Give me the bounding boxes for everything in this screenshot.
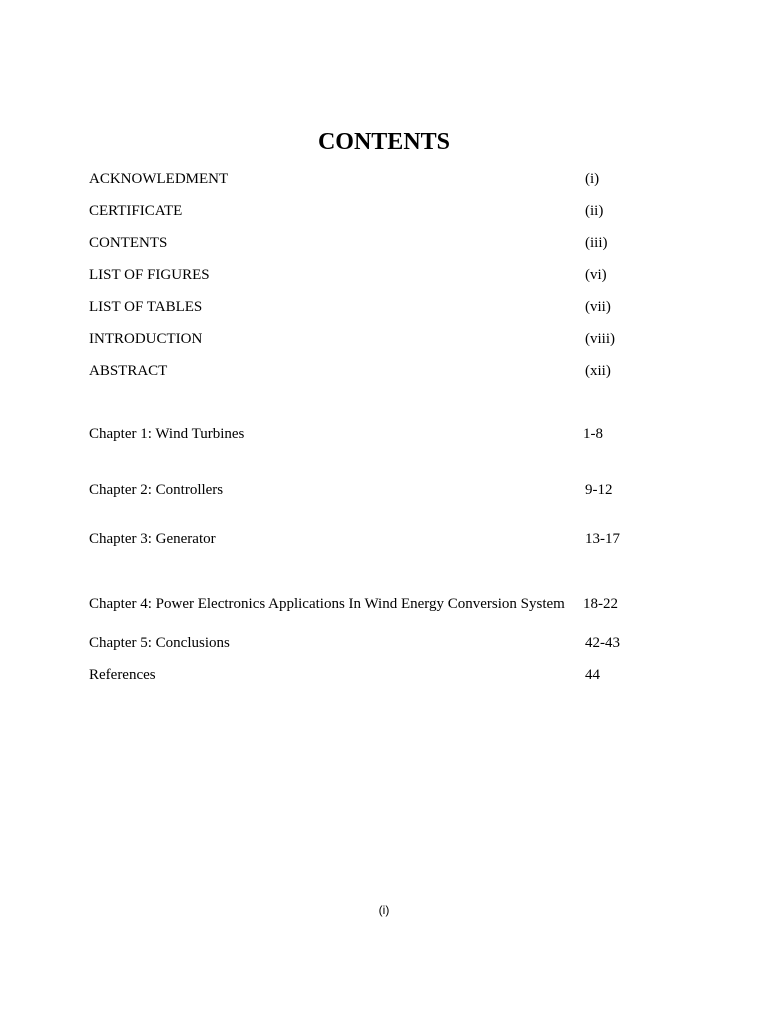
toc-entry [89,297,649,317]
toc-entry-page: 9-12 [585,482,613,498]
toc-entry [89,529,649,549]
toc-entry-page: 42-43 [585,635,620,651]
toc-entry-page: 18-22 [583,596,618,612]
toc-entry-page: 1-8 [583,426,603,442]
toc-entry [89,233,649,253]
toc-entry [89,329,649,349]
toc-entry-page: 44 [585,667,600,683]
toc-entry [89,480,649,500]
toc-entry [89,424,649,444]
toc-entry [89,201,649,221]
toc-entry-label: ABSTRACT [89,363,168,379]
toc-entry [89,361,649,381]
toc-entry-page: (vi) [585,267,607,283]
toc-entry-label: INTRODUCTION [89,331,203,347]
toc-entry-page: (iii) [585,235,608,251]
toc-entry [89,665,649,685]
toc-entry-page: (viii) [585,331,615,347]
toc-entry-label: LIST OF TABLES [89,299,203,315]
toc-entry-label: References [89,667,156,683]
toc-entry-label: Chapter 2: Controllers [89,482,224,498]
page-title: CONTENTS [317,129,451,155]
page-number: (i) [378,903,390,917]
toc-entry [89,169,649,189]
toc-entry [89,265,649,285]
toc-entry-label: Chapter 5: Conclusions [89,635,230,651]
toc-entry-label: Chapter 4: Power Electronics Applications In Wind Energy Conversion System [89,596,565,612]
toc-entry-page: 13-17 [585,531,620,547]
toc-entry-label: CERTIFICATE [89,203,183,219]
toc-entry-page: (i) [585,171,600,187]
toc-entry-label: ACKNOWLEDMENT [89,171,229,187]
toc-entry-label: CONTENTS [89,235,168,251]
toc-entry [89,633,649,653]
toc-entry-label: LIST OF FIGURES [89,267,210,283]
toc-entry-label: Chapter 3: Generator [89,531,216,547]
toc-entry-label: Chapter 1: Wind Turbines [89,426,245,442]
toc-entry-page: (ii) [585,203,604,219]
toc-entry-page: (xii) [585,363,611,379]
toc-entry-page: (vii) [585,299,611,315]
toc-entry [89,594,649,614]
